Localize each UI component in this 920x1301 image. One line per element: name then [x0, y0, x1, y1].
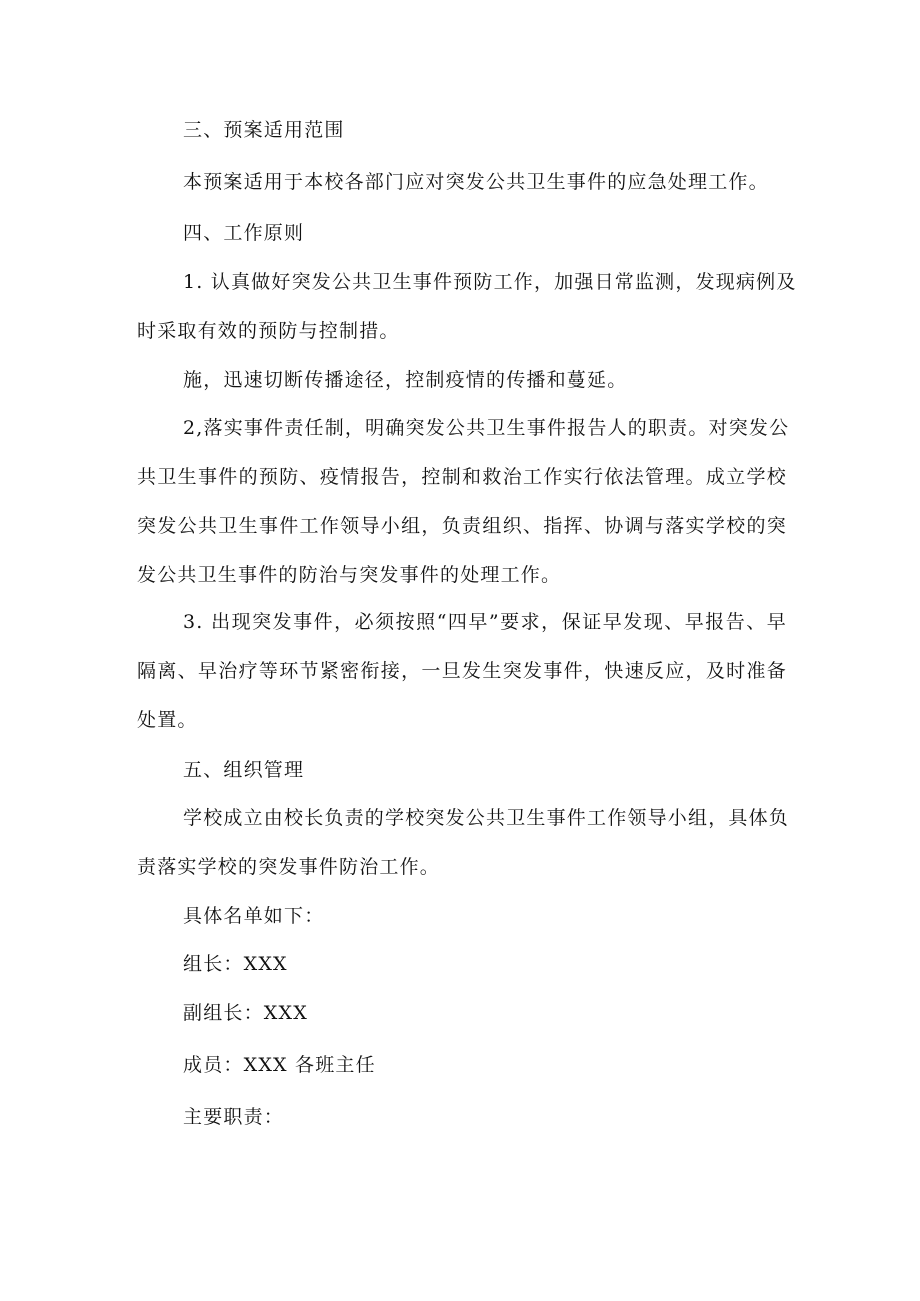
- paragraph-line: 突发公共卫生事件工作领导小组，负责组织、指挥、协调与落实学校的突: [137, 515, 787, 537]
- paragraph-line: 1. 认真做好突发公共卫生事件预防工作，加强日常监测，发现病例及: [183, 271, 797, 293]
- paragraph-line: 学校成立由校长负责的学校突发公共卫生事件工作领导小组，具体负: [183, 807, 790, 829]
- paragraph-line: 3. 出现突发事件，必须按照“四早”要求，保证早发现、早报告、早: [183, 611, 787, 633]
- section-heading-principles: 四、工作原则: [183, 222, 305, 244]
- list-item-leader: 组长：XXX: [183, 953, 288, 975]
- paragraph-line: 时采取有效的预防与控制措。: [137, 320, 400, 342]
- paragraph-line: 发公共卫生事件的防治与突发事件的处理工作。: [137, 564, 562, 586]
- section-heading-scope: 三、预案适用范围: [183, 119, 345, 141]
- list-item-members: 成员：XXX 各班主任: [183, 1054, 376, 1076]
- list-item-deputy-leader: 副组长：XXX: [183, 1002, 308, 1024]
- paragraph-line: 责落实学校的突发事件防治工作。: [137, 856, 441, 878]
- paragraph-line: 本预案适用于本校各部门应对突发公共卫生事件的应急处理工作。: [183, 171, 769, 193]
- paragraph-line: 共卫生事件的预防、疫情报告，控制和救治工作实行依法管理。成立学校: [137, 466, 787, 488]
- paragraph-line: 2,落实事件责任制，明确突发公共卫生事件报告人的职责。对突发公: [183, 417, 790, 439]
- paragraph-line: 施，迅速切断传播途径，控制疫情的传播和蔓延。: [183, 369, 628, 391]
- list-intro: 具体名单如下：: [183, 905, 325, 927]
- paragraph-line: 处置。: [137, 709, 198, 731]
- section-heading-organization: 五、组织管理: [183, 759, 305, 781]
- paragraph-line: 隔离、早治疗等环节紧密衔接，一旦发生突发事件，快速反应，及时准备: [137, 660, 787, 682]
- responsibilities-heading: 主要职责：: [183, 1106, 285, 1128]
